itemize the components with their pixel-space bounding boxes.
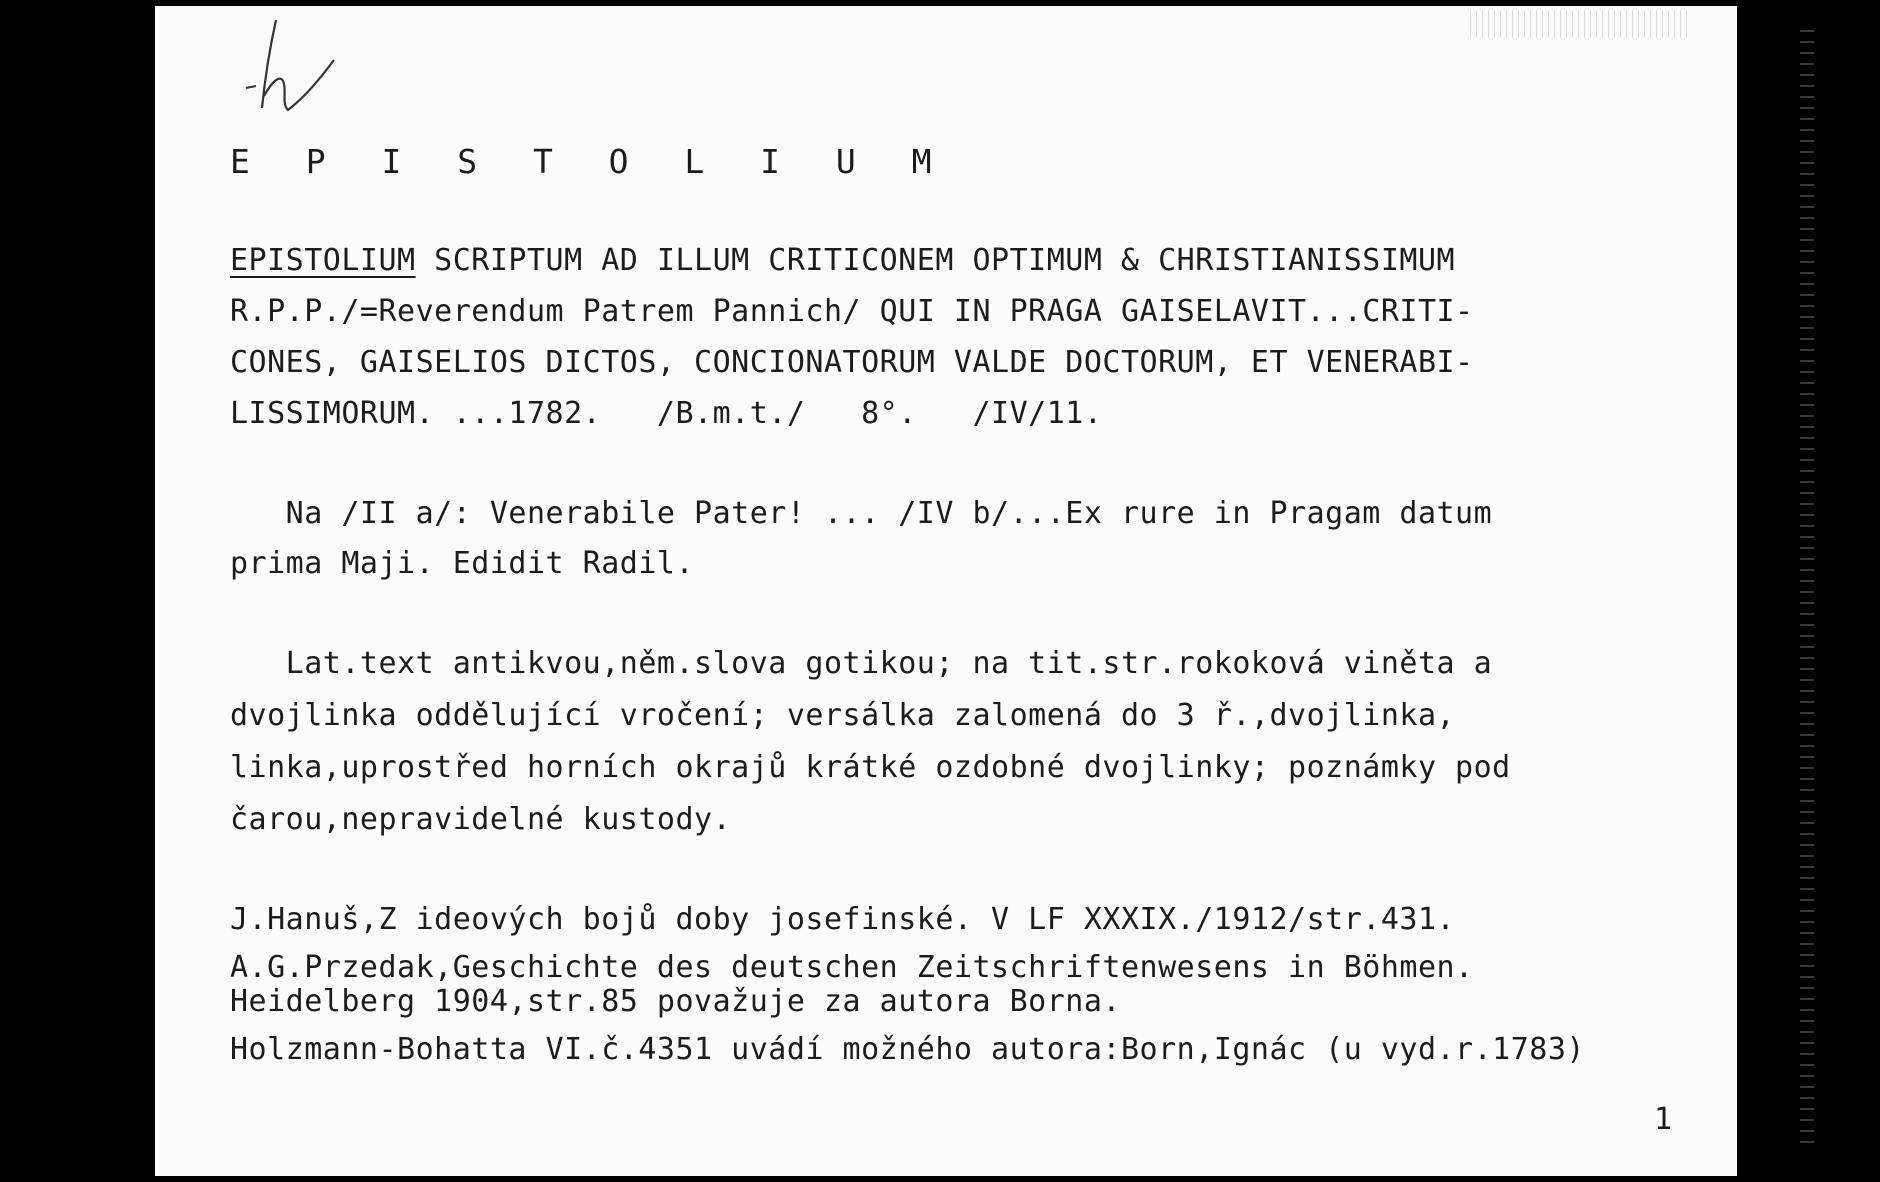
- scan-edge-artifact: [1800, 30, 1814, 1150]
- card-heading: E P I S T O L I U M: [230, 142, 950, 181]
- handwritten-mark: [236, 18, 356, 128]
- entry-line-1: [230, 243, 1455, 278]
- para2-line-4: čarou,nepravidelné kustody.: [230, 802, 732, 837]
- entry-line-4: LISSIMORUM. ...1782. /B.m.t./ 8°. /IV/11.: [230, 396, 1103, 431]
- para2-line-2: dvojlinka oddělující vročení; versálka zalomená do 3 ř.,dvojlinka,: [230, 698, 1456, 733]
- para2-line-3: linka,uprostřed horních okrajů krátké ozdobné dvojlinky; poznámky pod: [230, 750, 1511, 785]
- page-number: 1: [1654, 1102, 1673, 1137]
- para1-line-2: prima Maji. Edidit Radil.: [230, 546, 695, 581]
- entry-line-3: CONES, GAISELIOS DICTOS, CONCIONATORUM VALDE DOCTORUM, ET VENERABI-: [230, 345, 1474, 380]
- reference-line-1: J.Hanuš,Z ideových bojů doby josefinské. V LF XXXIX./1912/str.431.: [230, 902, 1456, 937]
- scan-smudge: [1470, 10, 1690, 38]
- para1-line-1: Na /II a/: Venerabile Pater! ... /IV b/...Ex rure in Pragam datum: [230, 496, 1493, 531]
- reference-line-2: A.G.Przedak,Geschichte des deutschen Zeitschriftenwesens in Böhmen.: [230, 950, 1474, 985]
- reference-line-3: Heidelberg 1904,str.85 považuje za autora Borna.: [230, 984, 1121, 1019]
- entry-line-1-rest: SCRIPTUM AD ILLUM CRITICONEM OPTIMUM & CHRISTIANISSIMUM: [415, 243, 1456, 278]
- reference-line-4: Holzmann-Bohatta VI.č.4351 uvádí možného autora:Born,Ignác (u vyd.r.1783): [230, 1032, 1585, 1067]
- entry-title-word: EPISTOLIUM: [230, 243, 416, 278]
- para2-line-1: Lat.text antikvou,něm.slova gotikou; na tit.str.rokoková viněta a: [230, 646, 1493, 681]
- entry-line-2: R.P.P./=Reverendum Patrem Pannich/ QUI IN PRAGA GAISELAVIT...CRITI-: [230, 294, 1474, 329]
